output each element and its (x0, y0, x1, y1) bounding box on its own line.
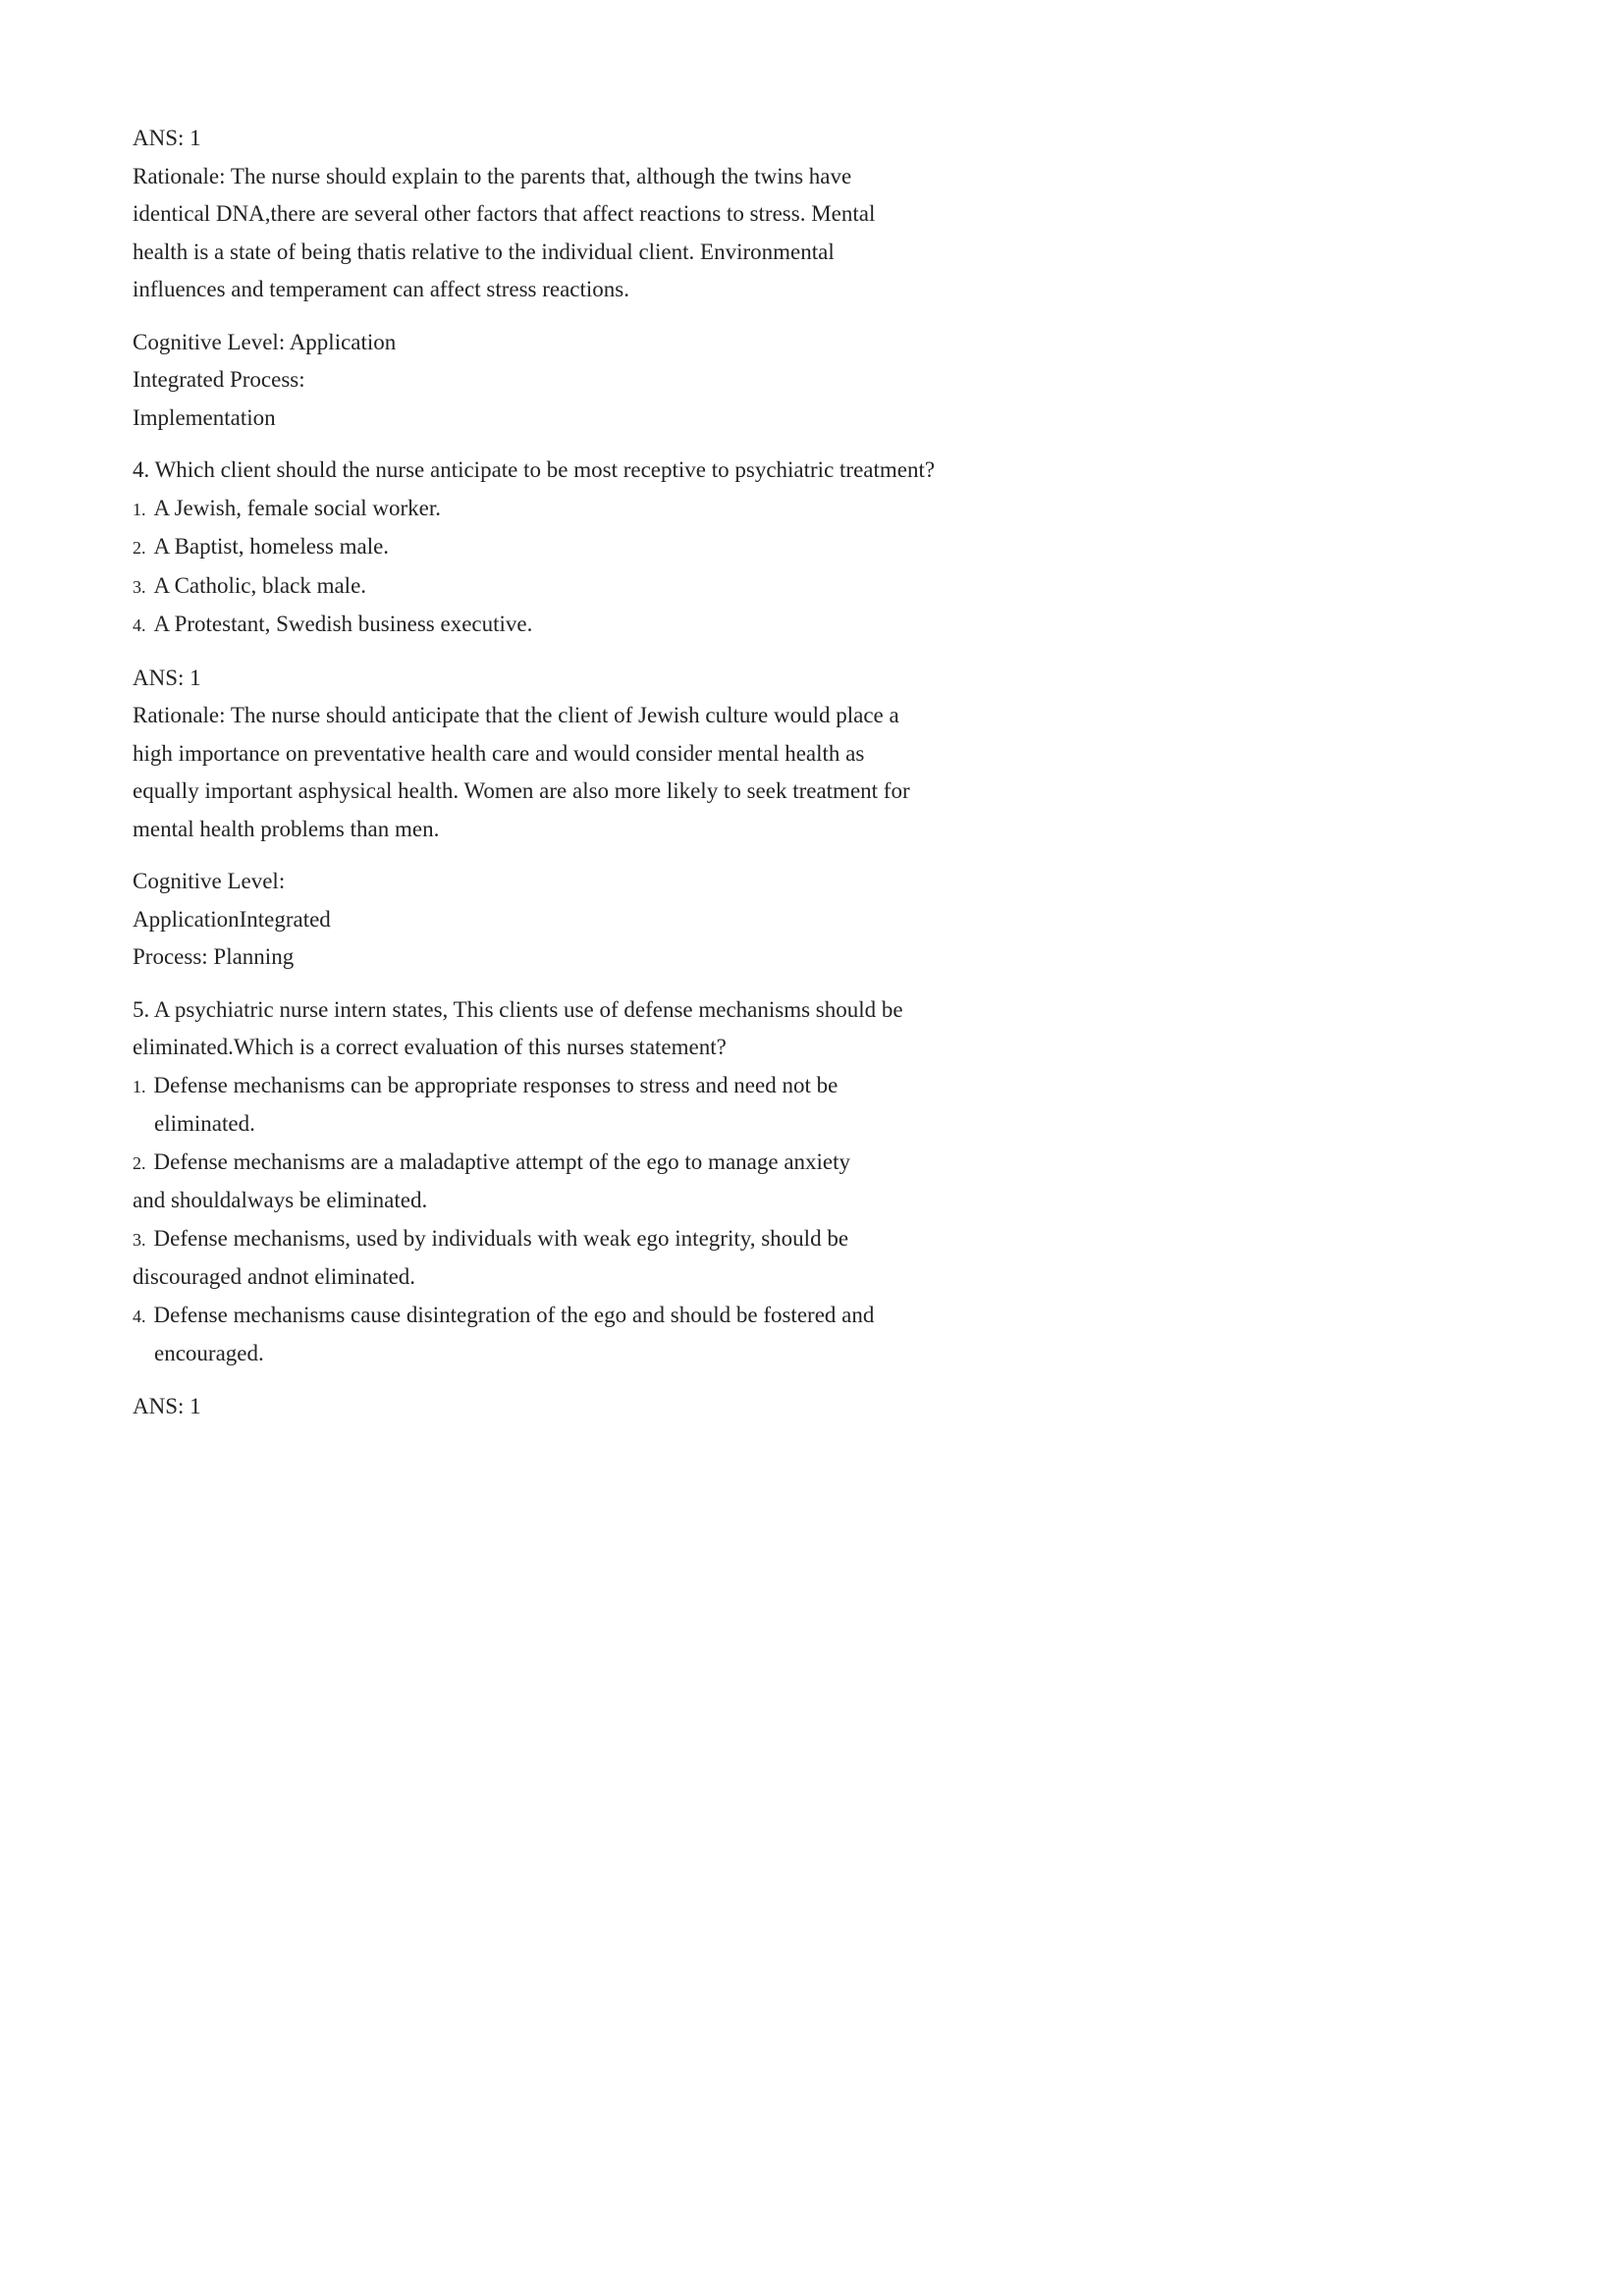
option-text: Defense mechanisms are a maladaptive attempt of the ego to manage anxiety (153, 1148, 851, 1174)
integrated-process-line: Integrated Process: (133, 367, 305, 392)
rationale-line: identical DNA,there are several other factors that affect reactions to stress. Mental (133, 201, 876, 226)
option-row (133, 1144, 1095, 1183)
implementation-line: Implementation (133, 404, 276, 430)
option-continuation-line: eliminated. (154, 1111, 255, 1136)
answer-block-1 (133, 120, 1095, 309)
option-continuation-line: and shouldalways be eliminated. (133, 1188, 428, 1212)
answer-block-4 (133, 660, 1095, 849)
option-text: Defense mechanisms cause disintegration of the ego and should be fostered and (153, 1302, 875, 1327)
cognitive-level-line: Cognitive Level: (133, 869, 286, 893)
option-row (133, 528, 1095, 567)
meta-block-4 (133, 863, 1095, 977)
option-continuation-line: discouraged andnot eliminated. (133, 1264, 416, 1289)
option-number: 1. (133, 1076, 146, 1096)
rationale-line: health is a state of being thatis relative to the individual client. Environmental (133, 239, 835, 264)
option-text: A Baptist, homeless male. (153, 534, 390, 559)
question-4-block (133, 452, 1095, 645)
option-text: A Protestant, Swedish business executive. (153, 612, 533, 636)
rationale-line: influences and temperament can affect stress reactions. (133, 277, 629, 301)
answer-label: ANS: 1 (133, 665, 201, 690)
question-stem-line: 5. A psychiatric nurse intern states, This clients use of defense mechanisms should be (133, 996, 903, 1022)
answer-label: ANS: 1 (133, 126, 201, 150)
rationale-line: Rationale: The nurse should anticipate that the client of Jewish culture would place a (133, 703, 899, 727)
option-row (133, 1220, 1095, 1259)
option-number: 2. (133, 1152, 146, 1173)
rationale-line: Rationale: The nurse should explain to the parents that, although the twins have (133, 163, 852, 188)
option-row (133, 490, 1095, 529)
option-row (133, 606, 1095, 645)
option-number: 3. (133, 1229, 146, 1250)
option-text: A Catholic, black male. (153, 572, 367, 598)
question-5-block (133, 991, 1095, 1373)
option-number: 4. (133, 615, 146, 635)
option-number: 4. (133, 1306, 146, 1326)
meta-block-1 (133, 324, 1095, 438)
process-planning-line: Process: Planning (133, 944, 295, 969)
option-row (133, 1067, 1095, 1106)
option-row (133, 567, 1095, 607)
option-number: 3. (133, 576, 146, 597)
option-row (133, 1297, 1095, 1336)
option-number: 2. (133, 538, 146, 558)
answer-label: ANS: 1 (133, 1393, 201, 1418)
answer-block-5 (133, 1388, 1095, 1426)
option-number: 1. (133, 499, 146, 519)
option-continuation-line: encouraged. (154, 1341, 264, 1365)
rationale-line: high importance on preventative health care and would consider mental health as (133, 740, 865, 766)
question-stem: 4. Which client should the nurse anticipate to be most receptive to psychiatric treatment? (133, 457, 936, 482)
option-text: Defense mechanisms, used by individuals with weak ego integrity, should be (153, 1225, 849, 1251)
cognitive-level-line: Cognitive Level: Application (133, 329, 397, 354)
question-stem-line: eliminated.Which is a correct evaluation of this nurses statement? (133, 1035, 727, 1059)
option-text: Defense mechanisms can be appropriate responses to stress and need not be (153, 1072, 839, 1097)
application-integrated-line: ApplicationIntegrated (133, 906, 331, 932)
document-content (133, 120, 1095, 1440)
option-text: A Jewish, female social worker. (153, 495, 442, 520)
rationale-line: mental health problems than men. (133, 816, 440, 841)
rationale-line: equally important asphysical health. Women are also more likely to seek treatment for (133, 778, 910, 803)
